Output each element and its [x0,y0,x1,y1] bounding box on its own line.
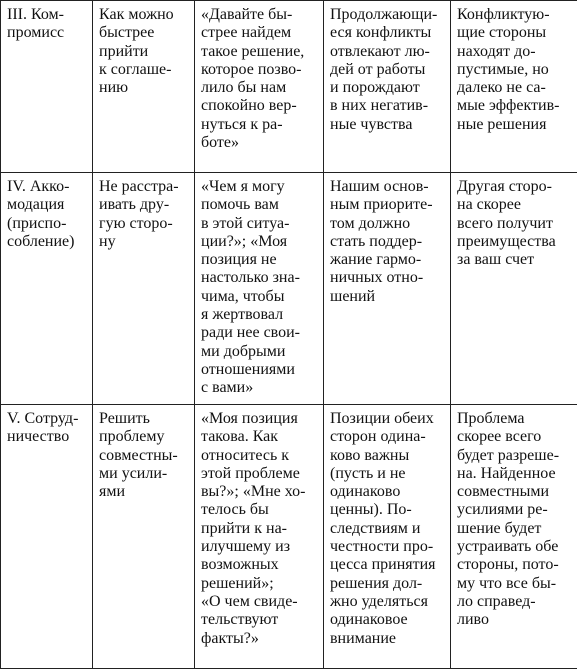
phrases-cell [195,173,324,405]
phrases-text: «Моя позиция такова. Как относитесь к этой проблеме вы?»; «Мне хо- телось бы прийти к на- илучшему из возможных решений»; «О чем свиде- тельствуют факты?» [201,410,317,648]
goal-text: Решить проблему совместны- ми усили- ями [99,410,188,501]
phrases-text: «Чем я могу помочь вам в этой ситуа- ции?»; «Моя позиция не настолько зна- чима, чтобы я жертвовал ради нее свои- ми добрыми отношениями с вами» [201,178,317,398]
phrases-text: «Давайте бы- стрее найдем такое решение, которое позво- лило бы нам спокойно вер- нуться к ра- боте» [201,6,317,152]
rationale-cell [324,173,451,405]
strategy-text: IV. Акко- модация (приспо- собление) [7,178,86,251]
strategy-cell [1,173,93,405]
table-row-collaboration [1,405,577,669]
goal-text: Как можно быстрее прийти к соглаше- нию [99,6,188,97]
strategy-text: III. Ком- промисс [7,6,86,43]
outcome-text: Конфликтую- щие стороны находят до- пустимые, но далеко не са- мые эффектив- ные решения [457,6,571,134]
strategy-cell [1,405,93,669]
rationale-text: Продолжающи- еся конфликты отвлекают лю- дей от работы и порождают в них негатив- ные чувства [330,6,444,134]
rationale-text: Позиции обеих сторон одина- ково важны (пусть и не одинаково ценны). По- следствиям и честности про- цесса принятия решения дол- жно уделяться одинаковое внимание [330,410,444,648]
outcome-text: Проблема скорее всего будет разреше- на. Найденное совместными усилиями ре- шение будет устраивать обе стороны, пото- му что все бы- ло справед- ливо [457,410,571,630]
goal-cell [93,1,195,173]
strategy-text: V. Сотруд- ничество [7,410,86,447]
phrases-cell [195,405,324,669]
outcome-text: Другая сторо- на скорее всего получит преимущества за ваш счет [457,178,571,269]
outcome-cell [451,405,577,669]
phrases-cell [195,1,324,173]
rationale-cell [324,1,451,173]
goal-text: Не расстра- ивать дру- гую сторо- ну [99,178,188,251]
table-row-compromise [1,1,577,173]
strategy-cell [1,1,93,173]
table-row-accommodation [1,173,577,405]
rationale-cell [324,405,451,669]
goal-cell [93,173,195,405]
outcome-cell [451,1,577,173]
rationale-text: Нашим основ- ным приорите- том должно стать поддер- жание гармо- ничных отно- шений [330,178,444,306]
goal-cell [93,405,195,669]
outcome-cell [451,173,577,405]
